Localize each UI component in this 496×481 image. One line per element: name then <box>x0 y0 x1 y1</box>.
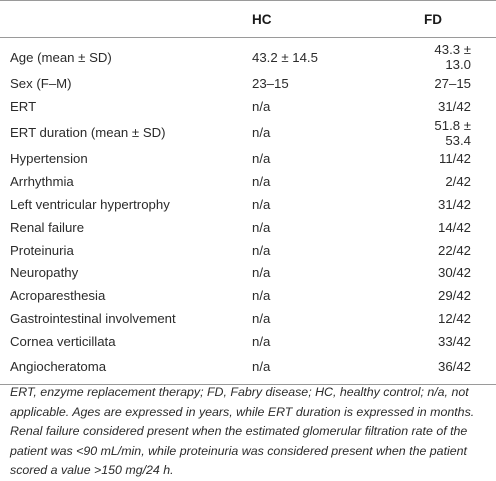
table-row <box>0 95 496 118</box>
row-fd-cell: 14/42 <box>437 219 471 235</box>
table-footnote: ERT, enzyme replacement therapy; FD, Fabry disease; HC, healthy control; n/a, not applicable. Ages are expressed in years, while ERT duration is expressed in months. Renal failure considered present when the estimated glomerular filtration rate of the patient was <90 mL/min, while proteinuria was considered present when the patient scored a value >150 mg/24 h. <box>10 385 475 477</box>
row-hc-cell: n/a <box>252 98 271 114</box>
row-hc-cell: n/a <box>252 242 271 258</box>
row-hc-cell: n/a <box>252 333 271 349</box>
row-fd-cell: 22/42 <box>437 242 471 258</box>
table-row <box>0 38 496 73</box>
row-fd-cell: 27–15 <box>434 75 471 91</box>
row-fd-cell: 43.3 ± 13.0 <box>434 42 471 72</box>
row-fd-cell: 36/42 <box>424 353 496 385</box>
table-row <box>0 216 496 239</box>
row-label-cell: Arrhythmia <box>10 174 74 190</box>
row-hc-cell: n/a <box>252 125 271 141</box>
table-row <box>0 148 496 171</box>
row-label-cell: Cornea verticillata <box>10 333 116 349</box>
row-fd-cell: 29/42 <box>437 288 471 304</box>
row-label-cell: ERT <box>10 98 37 114</box>
row-fd-cell: 11/42 <box>438 151 471 167</box>
header-row <box>0 1 496 38</box>
row-hc-cell: 43.2 ± 14.5 <box>252 49 318 65</box>
row-fd-cell: 33/42 <box>437 333 471 349</box>
row-label-cell: Renal failure <box>10 219 85 235</box>
row-hc-cell: n/a <box>252 197 271 213</box>
table-row <box>0 353 496 385</box>
table-body <box>0 38 496 385</box>
table-row <box>0 118 496 148</box>
row-fd-cell: 51.8 ± 53.4 <box>434 117 471 148</box>
row-hc-cell: 23–15 <box>252 75 289 91</box>
row-fd-cell: 31/42 <box>437 197 471 213</box>
table-row <box>0 170 496 193</box>
table-row <box>0 262 496 285</box>
row-fd-cell: 31/42 <box>437 98 471 114</box>
row-hc-cell: n/a <box>252 219 271 235</box>
row-label-cell: Neuropathy <box>10 265 79 281</box>
row-label-cell: Age (mean ± SD) <box>10 49 112 65</box>
row-label-cell: Left ventricular hypertrophy <box>10 197 170 213</box>
row-label-cell: ERT duration (mean ± SD) <box>10 125 166 141</box>
header-fd: FD <box>424 1 496 38</box>
row-label-cell: Angiocheratoma <box>0 353 252 385</box>
table-header <box>0 1 496 38</box>
table-row <box>0 330 496 353</box>
row-label-cell: Sex (F–M) <box>10 75 72 91</box>
table-row <box>0 284 496 307</box>
row-hc-cell: n/a <box>252 288 271 304</box>
row-label-cell: Gastrointestinal involvement <box>10 311 176 327</box>
header-label-cell <box>0 1 252 38</box>
table-row <box>0 72 496 95</box>
row-fd-cell: 12/42 <box>437 311 471 327</box>
table-row <box>0 193 496 216</box>
row-hc-cell: n/a <box>252 151 271 167</box>
table-row <box>0 239 496 262</box>
row-label-cell: Hypertension <box>10 151 88 167</box>
table-row <box>0 307 496 330</box>
header-hc: HC <box>252 1 424 38</box>
row-hc-cell: n/a <box>252 174 271 190</box>
row-fd-cell: 30/42 <box>437 265 471 281</box>
row-label-cell: Acroparesthesia <box>10 288 106 304</box>
row-hc-cell: n/a <box>252 311 271 327</box>
row-label-cell: Proteinuria <box>10 242 74 258</box>
row-hc-cell: n/a <box>252 265 271 281</box>
row-fd-cell: 2/42 <box>445 174 471 190</box>
row-hc-cell: n/a <box>252 353 424 385</box>
